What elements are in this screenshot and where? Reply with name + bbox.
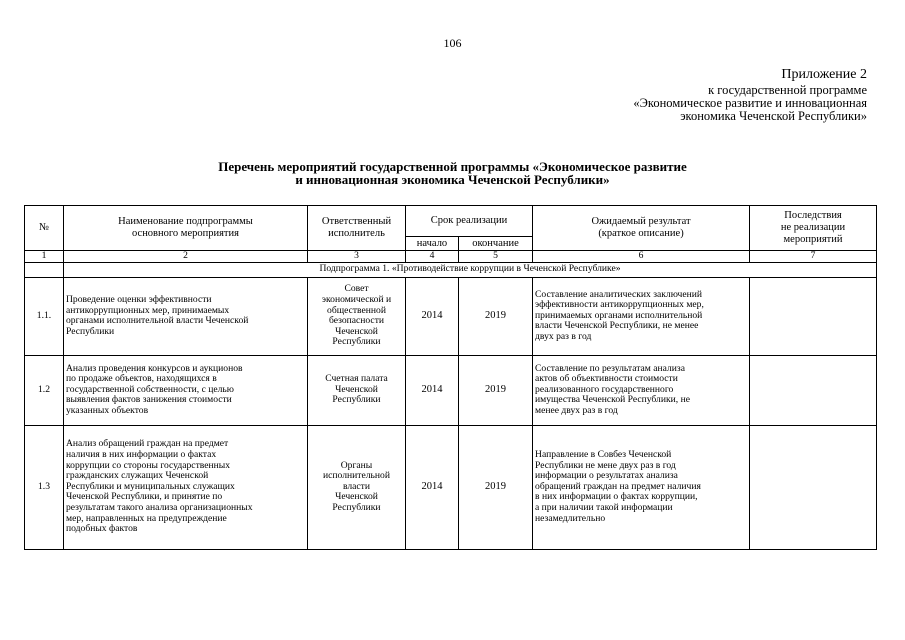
column-number: 7 [750,251,877,263]
row-executor [308,277,406,355]
header-start: начало [406,237,459,251]
cell-line: Республики и муниципальных служащих [66,480,235,492]
cell-line: выявления фактов занижения стоимости [66,394,232,406]
cell-line: реализованного государственного [535,383,674,395]
cell-line: эффективности антикоррупционных мер, [535,299,704,311]
column-number: 6 [533,251,750,263]
cell-line: коррупции со стороны государственных [66,459,231,471]
header-result [533,206,750,251]
cell-line: по продаже объектов, находящихся в [66,373,217,385]
header-executor-line: исполнитель [328,228,385,239]
cell-line: актов об объективности стоимости [535,373,678,385]
column-number-row [25,251,877,263]
row-consequences [750,425,877,549]
table-row [25,277,877,355]
cell-line: двух раз в год [535,330,592,342]
row-num: 1.1. [25,277,64,355]
document-title [0,160,905,186]
cell-line: Проведение оценки эффективности [66,293,212,305]
cell-line: гражданских служащих Чеченской [66,470,209,482]
cell-line: имущества Чеченской Республики, не [535,394,690,406]
cell-line: в них информации о фактах коррупции, [535,491,698,503]
document-title-line: Перечень мероприятий государственной программы «Экономическое развитие [218,159,687,174]
cell-line: результатам такого анализа организационных [66,501,253,513]
row-start: 2014 [406,355,459,425]
row-executor [308,425,406,549]
row-num: 1.2 [25,355,64,425]
row-name [64,355,308,425]
appendix-block [633,68,867,123]
cell-line: антикоррупционных мер, принимаемых [66,304,230,316]
header-executor [308,206,406,251]
row-consequences [750,355,877,425]
cell-line: а при наличии такой информации [535,501,673,513]
cell-line: власти [342,480,371,492]
cell-line: менее двух раз в год [535,404,618,416]
cell-line: Республики [332,394,381,406]
measures-table [24,205,877,550]
header-consequences-line: мероприятий [783,234,843,245]
header-end: окончание [459,237,533,251]
appendix-line: к государственной программе [708,83,867,97]
appendix-line: «Экономическое развитие и инновационная [633,96,867,110]
header-period: Срок реализации [406,206,533,237]
document-title-line: и инновационная экономика Чеченской Республики» [295,172,610,187]
cell-line: Чеченской [335,491,378,503]
cell-line: Анализ проведения конкурсов и аукционов [66,362,243,374]
cell-line: подобных фактов [66,523,138,535]
row-end: 2019 [459,277,533,355]
header-consequences-line: Последствия [784,210,842,221]
cell-line: обращений граждан на предмет наличия [535,480,701,492]
row-name [64,277,308,355]
cell-line: Составление по результатам анализа [535,362,685,374]
row-start: 2014 [406,425,459,549]
cell-line: мер, направленных на предупреждение [66,512,227,524]
header-result-line: (краткое описание) [598,228,684,239]
header-name-line: Наименование подпрограммы [118,216,253,227]
cell-line: Республики [332,336,381,348]
header-name-line: основного мероприятия [132,228,239,239]
cell-line: Чеченской [335,383,378,395]
appendix-title: Приложение 2 [781,67,867,82]
cell-line: государственной собственности, с целью [66,383,234,395]
row-executor [308,355,406,425]
page-number: 106 [443,36,462,50]
cell-line: Республики не мене двух раз в год [535,459,676,471]
cell-line: принимаемых органами исполнительной [535,309,703,321]
cell-line: Органы [340,459,373,471]
subprogram-title: Подпрограмма 1. «Противодействие коррупции в Чеченской Республике» [64,262,877,277]
cell-line: органами исполнительной власти Чеченской [66,315,249,327]
row-result [533,355,750,425]
header-num: № [25,206,64,251]
cell-line: Анализ обращений граждан на предмет [66,438,229,450]
header-executor-line: Ответственный [321,216,392,227]
cell-line: незамедлительно [535,512,606,524]
cell-line: исполнительной [323,470,390,482]
cell-line: Составление аналитических заключений [535,288,702,300]
cell-line: экономической и [321,293,392,305]
column-number: 4 [406,251,459,263]
cell-line: Чеченской [335,325,378,337]
header-name [64,206,308,251]
header-consequences [750,206,877,251]
subprogram-empty-cell [25,262,64,277]
header-consequences-line: не реализации [780,222,846,233]
cell-line: наличия в них информации о фактах [66,449,217,461]
row-start: 2014 [406,277,459,355]
row-end: 2019 [459,425,533,549]
row-result [533,425,750,549]
column-number: 2 [64,251,308,263]
appendix-line: экономика Чеченской Республики» [680,109,867,123]
cell-line: Совет [344,283,369,295]
cell-line: безопасности [328,315,385,327]
cell-line: Счетная палата [325,373,388,385]
row-end: 2019 [459,355,533,425]
cell-line: общественной [327,304,386,316]
cell-line: Республики [332,501,381,513]
table-row [25,425,877,549]
cell-line: Республики [66,325,115,337]
cell-line: указанных объектов [66,404,149,416]
row-name [64,425,308,549]
cell-line: власти Чеченской Республики, не менее [535,320,699,332]
row-result [533,277,750,355]
column-number: 3 [308,251,406,263]
column-number: 5 [459,251,533,263]
table-row [25,355,877,425]
cell-line: Направление в Совбез Чеченской [535,449,672,461]
cell-line: Чеченской Республики, и принятие по [66,491,223,503]
cell-line: информации о результатах анализа [535,470,678,482]
header-result-line: Ожидаемый результат [591,216,691,227]
column-number: 1 [25,251,64,263]
row-consequences [750,277,877,355]
row-num: 1.3 [25,425,64,549]
subprogram-row [25,262,877,277]
